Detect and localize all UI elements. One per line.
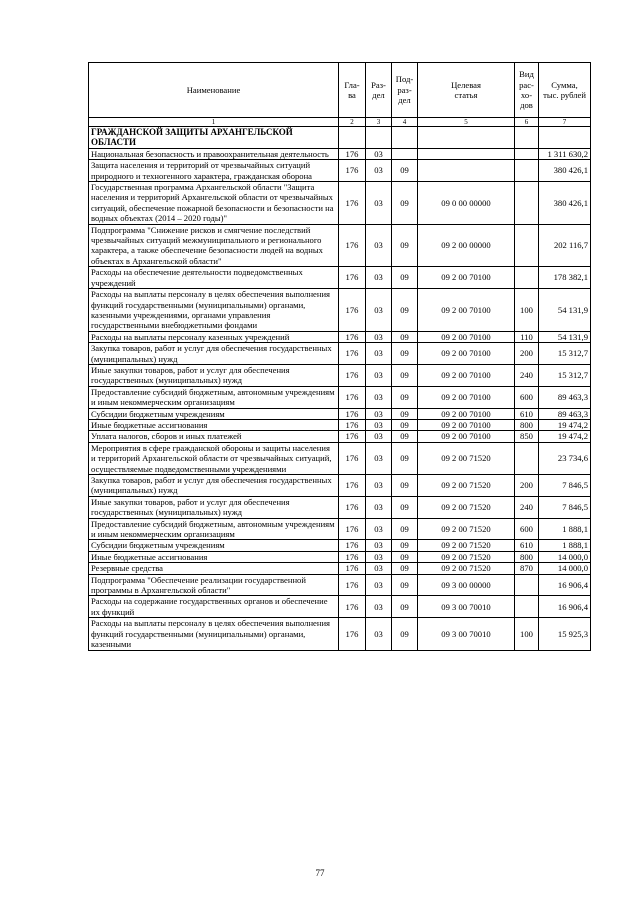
- row-target-article-cell: 09 2 00 71520: [418, 442, 515, 474]
- row-sum-cell: 178 382,1: [539, 267, 591, 289]
- row-expense-type-cell: 200: [515, 343, 539, 365]
- row-target-article-cell: 09 2 00 70100: [418, 431, 515, 442]
- row-name-cell: Расходы на выплаты персоналу в целях обеспечения выполнения функций государственными (муниципальными) органами, казенными учреждениями, органами управления государственными внебюджетными фондами: [89, 289, 339, 332]
- column-number: 4: [392, 118, 418, 127]
- row-expense-type-cell: 110: [515, 331, 539, 342]
- section-title: ГРАЖДАНСКОЙ ЗАЩИТЫ АРХАНГЕЛЬСКОЙ ОБЛАСТИ: [89, 127, 339, 149]
- table-row: [89, 551, 591, 562]
- row-name-cell: Закупка товаров, работ и услуг для обеспечения государственных (муниципальных) нужд: [89, 343, 339, 365]
- row-sum-cell: 1 311 630,2: [539, 148, 591, 159]
- row-name-cell: Расходы на выплаты персоналу казенных учреждений: [89, 331, 339, 342]
- row-razdel-cell: 03: [366, 540, 392, 551]
- column-number: 1: [89, 118, 339, 127]
- row-target-article-cell: [418, 148, 515, 159]
- row-name-cell: Подпрограмма "Обеспечение реализации государственной программы в Архангельской области": [89, 574, 339, 596]
- header-podrazdel: Под- раз- дел: [392, 63, 418, 118]
- row-sum-cell: 19 474,2: [539, 419, 591, 430]
- row-razdel-cell: 03: [366, 442, 392, 474]
- row-sum-cell: 23 734,6: [539, 442, 591, 474]
- table-row: [89, 563, 591, 574]
- row-sum-cell: 89 463,3: [539, 408, 591, 419]
- row-razdel-cell: 03: [366, 574, 392, 596]
- row-name-cell: Субсидии бюджетным учреждениям: [89, 408, 339, 419]
- row-target-article-cell: 09 2 00 70100: [418, 343, 515, 365]
- row-glava-cell: 176: [339, 618, 366, 650]
- row-podrazdel-cell: 09: [392, 364, 418, 386]
- row-sum-cell: 202 116,7: [539, 224, 591, 267]
- row-expense-type-cell: [515, 442, 539, 474]
- row-sum-cell: 1 888,1: [539, 518, 591, 540]
- column-number: 5: [418, 118, 515, 127]
- header-target-article: Целевая статья: [418, 63, 515, 118]
- row-razdel-cell: 03: [366, 267, 392, 289]
- row-sum-cell: 380 426,1: [539, 160, 591, 182]
- header-name: Наименование: [89, 63, 339, 118]
- row-glava-cell: 176: [339, 331, 366, 342]
- row-razdel-cell: 03: [366, 596, 392, 618]
- section-row: [89, 127, 591, 149]
- row-sum-cell: 1 888,1: [539, 540, 591, 551]
- row-target-article-cell: 09 3 00 70010: [418, 596, 515, 618]
- row-expense-type-cell: 800: [515, 551, 539, 562]
- row-podrazdel-cell: 09: [392, 408, 418, 419]
- table-row: [89, 596, 591, 618]
- row-name-cell: Предоставление субсидий бюджетным, автономным учреждениям и иным некоммерческим организациям: [89, 518, 339, 540]
- row-target-article-cell: 09 2 00 71520: [418, 496, 515, 518]
- row-razdel-cell: 03: [366, 289, 392, 332]
- row-sum-cell: 19 474,2: [539, 431, 591, 442]
- table-row: [89, 364, 591, 386]
- row-razdel-cell: 03: [366, 408, 392, 419]
- budget-table: [88, 62, 591, 651]
- row-sum-cell: 54 131,9: [539, 289, 591, 332]
- table-row: [89, 224, 591, 267]
- table-row: [89, 431, 591, 442]
- row-sum-cell: 89 463,3: [539, 386, 591, 408]
- row-name-cell: Субсидии бюджетным учреждениям: [89, 540, 339, 551]
- table-row: [89, 160, 591, 182]
- row-name-cell: Иные бюджетные ассигнования: [89, 419, 339, 430]
- row-sum-cell: 15 925,3: [539, 618, 591, 650]
- row-sum-cell: 380 426,1: [539, 182, 591, 225]
- row-podrazdel-cell: 09: [392, 331, 418, 342]
- row-name-cell: Национальная безопасность и правоохранительная деятельность: [89, 148, 339, 159]
- table-row: [89, 419, 591, 430]
- table-row: [89, 540, 591, 551]
- row-expense-type-cell: 100: [515, 289, 539, 332]
- row-target-article-cell: 09 3 00 70010: [418, 618, 515, 650]
- row-target-article-cell: 09 3 00 00000: [418, 574, 515, 596]
- row-expense-type-cell: [515, 267, 539, 289]
- row-razdel-cell: 03: [366, 182, 392, 225]
- row-podrazdel-cell: 09: [392, 289, 418, 332]
- row-razdel-cell: 03: [366, 364, 392, 386]
- row-glava-cell: 176: [339, 442, 366, 474]
- row-expense-type-cell: [515, 182, 539, 225]
- header-razdel: Раз- дел: [366, 63, 392, 118]
- table-row: [89, 343, 591, 365]
- row-sum-cell: 14 000,0: [539, 563, 591, 574]
- row-glava-cell: 176: [339, 540, 366, 551]
- row-name-cell: Расходы на обеспечение деятельности подведомственных учреждений: [89, 267, 339, 289]
- row-podrazdel-cell: 09: [392, 496, 418, 518]
- row-sum-cell: 15 312,7: [539, 343, 591, 365]
- row-expense-type-cell: 610: [515, 540, 539, 551]
- header-expense-type: Вид рас- хо- дов: [515, 63, 539, 118]
- row-name-cell: Закупка товаров, работ и услуг для обеспечения государственных (муниципальных) нужд: [89, 475, 339, 497]
- row-target-article-cell: 09 2 00 70100: [418, 289, 515, 332]
- row-glava-cell: 176: [339, 267, 366, 289]
- table-body: [89, 127, 591, 651]
- row-expense-type-cell: 100: [515, 618, 539, 650]
- row-podrazdel-cell: [392, 148, 418, 159]
- row-name-cell: Иные закупки товаров, работ и услуг для обеспечения государственных (муниципальных) нужд: [89, 496, 339, 518]
- row-razdel-cell: 03: [366, 160, 392, 182]
- row-name-cell: Подпрограмма "Снижение рисков и смягчение последствий чрезвычайных ситуаций межмуниципального и регионального характера, а также обеспечение безопасности людей на водных объектах в Архангельской области": [89, 224, 339, 267]
- header-row: [89, 63, 591, 118]
- row-glava-cell: 176: [339, 148, 366, 159]
- row-expense-type-cell: 200: [515, 475, 539, 497]
- row-podrazdel-cell: 09: [392, 563, 418, 574]
- table-row: [89, 408, 591, 419]
- row-glava-cell: 176: [339, 563, 366, 574]
- column-number: 2: [339, 118, 366, 127]
- table-row: [89, 182, 591, 225]
- row-expense-type-cell: [515, 148, 539, 159]
- row-name-cell: Расходы на содержание государственных органов и обеспечение их функций: [89, 596, 339, 618]
- row-expense-type-cell: [515, 160, 539, 182]
- row-target-article-cell: 09 0 00 00000: [418, 182, 515, 225]
- column-number: 3: [366, 118, 392, 127]
- row-glava-cell: 176: [339, 160, 366, 182]
- row-razdel-cell: 03: [366, 563, 392, 574]
- header-glava: Гла- ва: [339, 63, 366, 118]
- row-target-article-cell: 09 2 00 70100: [418, 408, 515, 419]
- row-target-article-cell: 09 2 00 70100: [418, 419, 515, 430]
- table-row: [89, 574, 591, 596]
- row-glava-cell: 176: [339, 431, 366, 442]
- row-podrazdel-cell: 09: [392, 518, 418, 540]
- row-name-cell: Предоставление субсидий бюджетным, автономным учреждениям и иным некоммерческим организациям: [89, 386, 339, 408]
- row-sum-cell: 54 131,9: [539, 331, 591, 342]
- row-expense-type-cell: [515, 574, 539, 596]
- table-row: [89, 496, 591, 518]
- row-name-cell: Государственная программа Архангельской области "Защита населения и территорий Архангельской области от чрезвычайных ситуаций, обеспечение пожарной безопасности и безопасности на водных объектах (2014 – 2020 годы)": [89, 182, 339, 225]
- row-glava-cell: 176: [339, 289, 366, 332]
- row-razdel-cell: 03: [366, 148, 392, 159]
- row-name-cell: Иные бюджетные ассигнования: [89, 551, 339, 562]
- row-expense-type-cell: 600: [515, 386, 539, 408]
- row-glava-cell: 176: [339, 364, 366, 386]
- row-razdel-cell: 03: [366, 518, 392, 540]
- row-podrazdel-cell: 09: [392, 386, 418, 408]
- column-numbers-row: [89, 118, 591, 127]
- row-expense-type-cell: 240: [515, 496, 539, 518]
- row-razdel-cell: 03: [366, 331, 392, 342]
- row-razdel-cell: 03: [366, 496, 392, 518]
- row-razdel-cell: 03: [366, 431, 392, 442]
- row-glava-cell: 176: [339, 408, 366, 419]
- table-row: [89, 475, 591, 497]
- row-glava-cell: 176: [339, 419, 366, 430]
- row-target-article-cell: 09 2 00 70100: [418, 267, 515, 289]
- row-target-article-cell: 09 2 00 70100: [418, 364, 515, 386]
- table-row: [89, 386, 591, 408]
- row-razdel-cell: 03: [366, 551, 392, 562]
- row-razdel-cell: 03: [366, 618, 392, 650]
- row-name-cell: Резервные средства: [89, 563, 339, 574]
- row-glava-cell: 176: [339, 496, 366, 518]
- row-glava-cell: 176: [339, 182, 366, 225]
- row-expense-type-cell: [515, 224, 539, 267]
- row-razdel-cell: 03: [366, 343, 392, 365]
- row-podrazdel-cell: 09: [392, 419, 418, 430]
- table-row: [89, 148, 591, 159]
- table-row: [89, 331, 591, 342]
- row-podrazdel-cell: 09: [392, 574, 418, 596]
- row-target-article-cell: 09 2 00 71520: [418, 563, 515, 574]
- row-podrazdel-cell: 09: [392, 267, 418, 289]
- row-target-article-cell: 09 2 00 71520: [418, 540, 515, 551]
- table-row: [89, 518, 591, 540]
- row-podrazdel-cell: 09: [392, 343, 418, 365]
- column-number: 7: [539, 118, 591, 127]
- row-razdel-cell: 03: [366, 386, 392, 408]
- row-glava-cell: 176: [339, 343, 366, 365]
- table-row: [89, 618, 591, 650]
- row-glava-cell: 176: [339, 574, 366, 596]
- row-podrazdel-cell: 09: [392, 224, 418, 267]
- row-glava-cell: 176: [339, 224, 366, 267]
- row-target-article-cell: 09 2 00 71520: [418, 518, 515, 540]
- row-sum-cell: 16 906,4: [539, 596, 591, 618]
- row-sum-cell: 14 000,0: [539, 551, 591, 562]
- row-podrazdel-cell: 09: [392, 618, 418, 650]
- table-row: [89, 442, 591, 474]
- row-name-cell: Защита населения и территорий от чрезвычайных ситуаций природного и техногенного характера, гражданская оборона: [89, 160, 339, 182]
- row-glava-cell: 176: [339, 475, 366, 497]
- row-sum-cell: 15 312,7: [539, 364, 591, 386]
- row-expense-type-cell: 610: [515, 408, 539, 419]
- row-name-cell: Мероприятия в сфере гражданской обороны и защиты населения и территорий Архангельской области от чрезвычайных ситуаций, осуществляемые подведомственными учреждениями: [89, 442, 339, 474]
- row-target-article-cell: 09 2 00 71520: [418, 475, 515, 497]
- row-name-cell: Уплата налогов, сборов и иных платежей: [89, 431, 339, 442]
- column-number: 6: [515, 118, 539, 127]
- row-podrazdel-cell: 09: [392, 160, 418, 182]
- table-row: [89, 267, 591, 289]
- row-podrazdel-cell: 09: [392, 475, 418, 497]
- row-podrazdel-cell: 09: [392, 596, 418, 618]
- row-expense-type-cell: 800: [515, 419, 539, 430]
- page-number: 77: [315, 868, 325, 878]
- row-glava-cell: 176: [339, 386, 366, 408]
- row-target-article-cell: 09 2 00 70100: [418, 386, 515, 408]
- header-sum: Сумма, тыс. рублей: [539, 63, 591, 118]
- row-podrazdel-cell: 09: [392, 540, 418, 551]
- row-podrazdel-cell: 09: [392, 182, 418, 225]
- row-podrazdel-cell: 09: [392, 442, 418, 474]
- row-podrazdel-cell: 09: [392, 551, 418, 562]
- row-razdel-cell: 03: [366, 419, 392, 430]
- row-glava-cell: 176: [339, 518, 366, 540]
- row-podrazdel-cell: 09: [392, 431, 418, 442]
- row-expense-type-cell: 870: [515, 563, 539, 574]
- row-razdel-cell: 03: [366, 224, 392, 267]
- row-sum-cell: 7 846,5: [539, 496, 591, 518]
- row-expense-type-cell: [515, 596, 539, 618]
- row-sum-cell: 16 906,4: [539, 574, 591, 596]
- row-expense-type-cell: 240: [515, 364, 539, 386]
- row-target-article-cell: 09 2 00 70100: [418, 331, 515, 342]
- row-sum-cell: 7 846,5: [539, 475, 591, 497]
- row-name-cell: Иные закупки товаров, работ и услуг для обеспечения государственных (муниципальных) нужд: [89, 364, 339, 386]
- row-expense-type-cell: 600: [515, 518, 539, 540]
- row-name-cell: Расходы на выплаты персоналу в целях обеспечения выполнения функций государственными (муниципальными) органами, казенными: [89, 618, 339, 650]
- row-expense-type-cell: 850: [515, 431, 539, 442]
- row-glava-cell: 176: [339, 596, 366, 618]
- row-glava-cell: 176: [339, 551, 366, 562]
- row-target-article-cell: 09 2 00 71520: [418, 551, 515, 562]
- row-razdel-cell: 03: [366, 475, 392, 497]
- table-row: [89, 289, 591, 332]
- row-target-article-cell: 09 2 00 00000: [418, 224, 515, 267]
- row-target-article-cell: [418, 160, 515, 182]
